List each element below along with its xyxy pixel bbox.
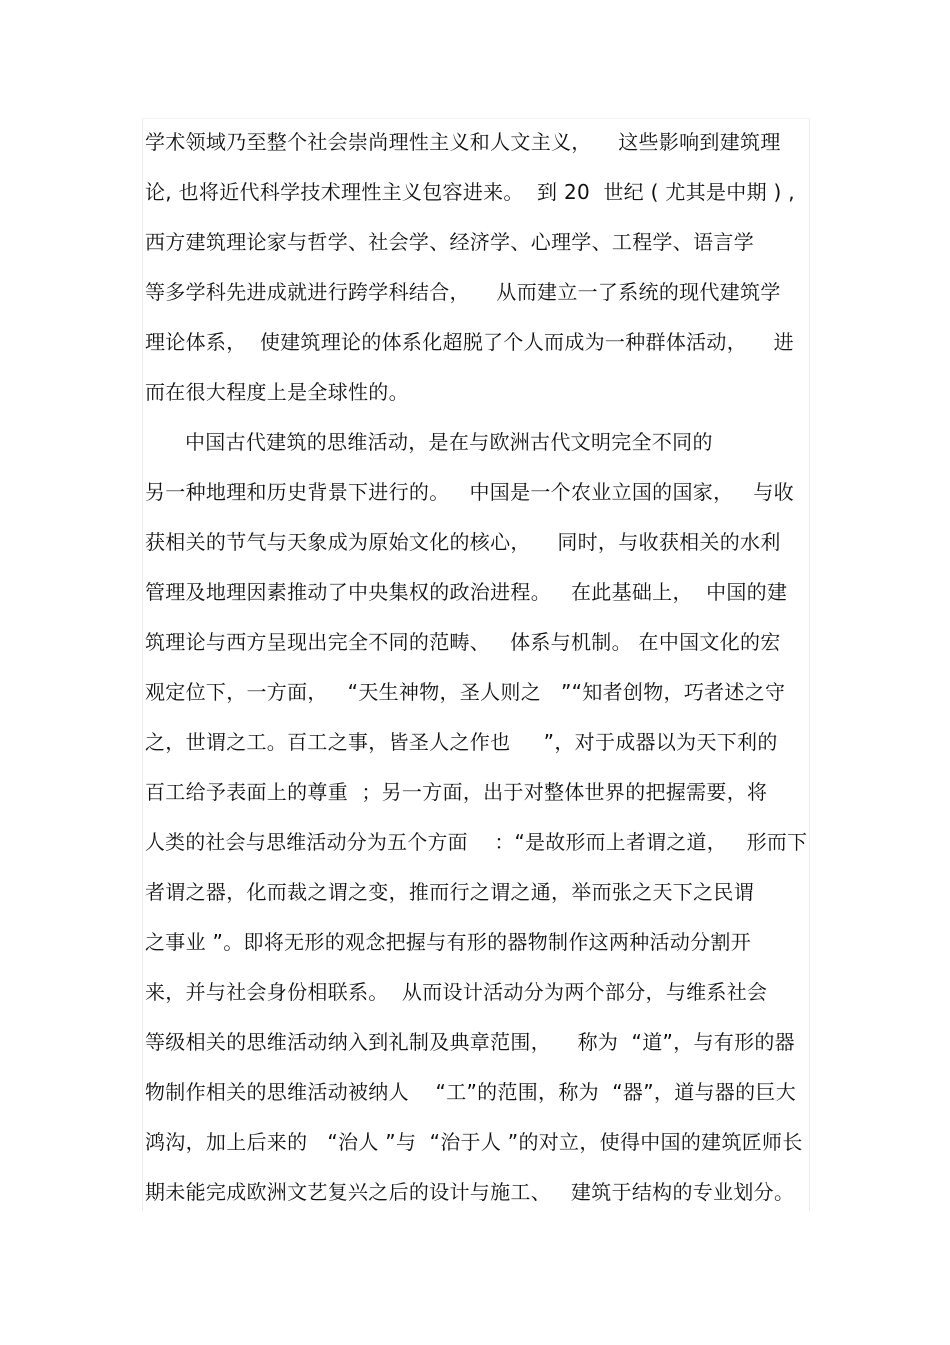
paragraph-2-line: 之，世谓之工。百工之事，皆圣人之作也 ”，对于成器以为天下利的 [145, 730, 778, 754]
paragraph-2-line: 获相关的节气与天象成为原始文化的核心， 同时，与收获相关的水利 [145, 530, 781, 554]
paragraph-2-line: 鸿沟，加上后来的 “治人 ”与 “治于人 ”的对立，使得中国的建筑匠师长 [145, 1130, 803, 1154]
paragraph-2-line: 百工给予表面上的尊重 ；另一方面，出于对整体世界的把握需要，将 [145, 780, 768, 804]
paragraph-1-line: 理论体系， 使建筑理论的体系化超脱了个人而成为一种群体活动， 进 [145, 330, 794, 354]
paragraph-2-line: 人类的社会与思维活动分为五个方面 ：“是故形而上者谓之道， 形而下 [145, 830, 808, 854]
paragraph-2-line: 物制作相关的思维活动被纳人 “工”的范围，称为 “器”，道与器的巨大 [145, 1080, 796, 1104]
paragraph-1-line: 等多学科先进成就进行跨学科结合， 从而建立一了系统的现代建筑学 [145, 280, 781, 304]
paragraph-2-line: 筑理论与西方呈现出完全不同的范畴、 体系与机制。 在中国文化的宏 [145, 630, 781, 654]
paragraph-1-line: 学术领域乃至整个社会崇尚理性主义和人文主义， 这些影响到建筑理 [145, 130, 781, 154]
paragraph-2-line: 中国古代建筑的思维活动，是在与欧洲古代文明完全不同的 [145, 430, 713, 454]
paragraph-2-line: 观定位下，一方面， “天生神物，圣人则之 ”“知者创物，巧者述之守 [145, 680, 786, 704]
paragraph-2-line: 管理及地理因素推动了中央集权的政治进程。 在此基础上， 中国的建 [145, 580, 788, 604]
paragraph-1-line: 论, 也将近代科学技术理性主义包容进来。 到 20 世纪 ( 尤其是中期 ) , [145, 180, 795, 204]
paragraph-2-line: 来，并与社会身份相联系。 从而设计活动分为两个部分，与维系社会 [145, 980, 768, 1004]
paragraph-2-line: 期未能完成欧洲文艺复兴之后的设计与施工、 建筑于结构的专业划分。 [145, 1180, 795, 1204]
paragraph-2-line: 另一种地理和历史背景下进行的。 中国是一个农业立国的国家， 与收 [145, 480, 794, 504]
paragraph-2-line: 者谓之器，化而裁之谓之变，推而行之谓之通，举而张之天下之民谓 [145, 880, 754, 904]
paragraph-1-line: 而在很大程度上是全球性的。 [145, 380, 409, 404]
paragraph-2-line: 等级相关的思维活动纳入到礼制及典章范围， 称为 “道”，与有形的器 [145, 1030, 795, 1054]
paragraph-1-line: 西方建筑理论家与哲学、社会学、经济学、心理学、工程学、语言学 [145, 230, 754, 254]
paragraph-2-line: 之事业 ”。即将无形的观念把握与有形的器物制作这两种活动分割开 [145, 930, 752, 954]
